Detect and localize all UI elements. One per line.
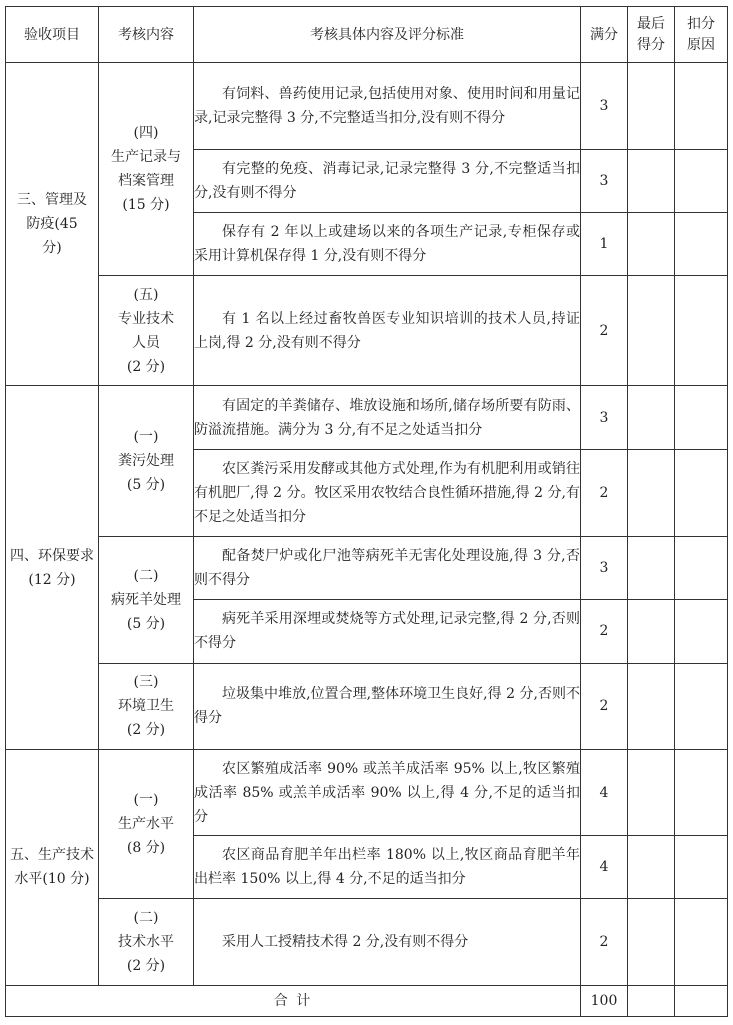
total-score: 100 bbox=[581, 985, 628, 1016]
full-score-value: 4 bbox=[581, 749, 628, 835]
full-score-value: 1 bbox=[581, 212, 628, 275]
criteria-text: 病死羊采用深埋或焚烧等方式处理,记录完整,得 2 分,否则不得分 bbox=[194, 600, 581, 663]
criteria-text: 农区粪污采用发酵或其他方式处理,作为有机肥利用或销往有机肥厂,得 2 分。牧区采用农牧结合良性循环措施,得 2 分,有不足之处适当扣分 bbox=[194, 449, 581, 536]
final-score-cell[interactable] bbox=[628, 663, 675, 749]
deduction-reason-cell[interactable] bbox=[675, 663, 728, 749]
table-header-row bbox=[6, 7, 728, 63]
category-environmental: 四、环保要求 (12 分) bbox=[6, 386, 99, 749]
deduction-reason-cell[interactable] bbox=[675, 836, 728, 899]
final-score-cell[interactable] bbox=[628, 212, 675, 275]
final-score-cell[interactable] bbox=[628, 836, 675, 899]
header-deduction-reason: 扣分 原因 bbox=[675, 7, 728, 63]
full-score-value: 3 bbox=[581, 149, 628, 212]
table-row bbox=[6, 276, 728, 386]
final-score-cell[interactable] bbox=[628, 149, 675, 212]
full-score-value: 2 bbox=[581, 663, 628, 749]
deduction-reason-cell[interactable] bbox=[675, 749, 728, 835]
total-label: 合 计 bbox=[6, 985, 581, 1016]
subgroup-environmental-hygiene: (三) 环境卫生 (2 分) bbox=[99, 663, 194, 749]
header-criteria: 考核具体内容及评分标准 bbox=[194, 7, 581, 63]
subgroup-dead-sheep-disposal: (二) 病死羊处理 (5 分) bbox=[99, 537, 194, 664]
criteria-text: 有完整的免疫、消毒记录,记录完整得 3 分,不完整适当扣分,没有则不得分 bbox=[194, 149, 581, 212]
header-final-score: 最后 得分 bbox=[628, 7, 675, 63]
full-score-value: 2 bbox=[581, 899, 628, 985]
header-full-score: 满分 bbox=[581, 7, 628, 63]
subgroup-production-records: (四) 生产记录与 档案管理 (15 分) bbox=[99, 63, 194, 276]
final-score-cell[interactable] bbox=[628, 386, 675, 449]
criteria-text: 有 1 名以上经过畜牧兽医专业知识培训的技术人员,持证上岗,得 2 分,没有则不得分 bbox=[194, 276, 581, 386]
full-score-value: 4 bbox=[581, 836, 628, 899]
final-score-cell[interactable] bbox=[628, 600, 675, 663]
subgroup-manure-treatment: (一) 粪污处理 (5 分) bbox=[99, 386, 194, 537]
total-deduction-reason-cell[interactable] bbox=[675, 985, 728, 1016]
deduction-reason-cell[interactable] bbox=[675, 600, 728, 663]
final-score-cell[interactable] bbox=[628, 749, 675, 835]
final-score-cell[interactable] bbox=[628, 537, 675, 600]
deduction-reason-cell[interactable] bbox=[675, 276, 728, 386]
full-score-value: 2 bbox=[581, 600, 628, 663]
criteria-text: 垃圾集中堆放,位置合理,整体环境卫生良好,得 2 分,否则不得分 bbox=[194, 663, 581, 749]
deduction-reason-cell[interactable] bbox=[675, 212, 728, 275]
category-production-technology: 五、生产技术 水平(10 分) bbox=[6, 749, 99, 985]
table-row bbox=[6, 63, 728, 149]
final-score-cell[interactable] bbox=[628, 899, 675, 985]
deduction-reason-cell[interactable] bbox=[675, 63, 728, 149]
deduction-reason-cell[interactable] bbox=[675, 449, 728, 536]
criteria-text: 有固定的羊粪储存、堆放设施和场所,储存场所要有防雨、防溢流措施。满分为 3 分,有不足之处适当扣分 bbox=[194, 386, 581, 449]
deduction-reason-cell[interactable] bbox=[675, 537, 728, 600]
full-score-value: 2 bbox=[581, 449, 628, 536]
criteria-text: 农区商品育肥羊年出栏率 180% 以上,牧区商品育肥羊年出栏率 150% 以上,得 4 分,不足的适当扣分 bbox=[194, 836, 581, 899]
total-final-score-cell[interactable] bbox=[628, 985, 675, 1016]
final-score-cell[interactable] bbox=[628, 449, 675, 536]
criteria-text: 农区繁殖成活率 90% 或羔羊成活率 95% 以上,牧区繁殖成活率 85% 或羔羊成活率 90% 以上,得 4 分,不足的适当扣分 bbox=[194, 749, 581, 835]
deduction-reason-cell[interactable] bbox=[675, 899, 728, 985]
table-row bbox=[6, 899, 728, 985]
final-score-cell[interactable] bbox=[628, 63, 675, 149]
criteria-text: 保存有 2 年以上或建场以来的各项生产记录,专柜保存或采用计算机保存得 1 分,没有则不得分 bbox=[194, 212, 581, 275]
subgroup-technical-level: (二) 技术水平 (2 分) bbox=[99, 899, 194, 985]
deduction-reason-cell[interactable] bbox=[675, 149, 728, 212]
criteria-text: 有饲料、兽药使用记录,包括使用对象、使用时间和用量记录,记录完整得 3 分,不完整适当扣分,没有则不得分 bbox=[194, 63, 581, 149]
full-score-value: 2 bbox=[581, 276, 628, 386]
deduction-reason-cell[interactable] bbox=[675, 386, 728, 449]
criteria-text: 配备焚尸炉或化尸池等病死羊无害化处理设施,得 3 分,否则不得分 bbox=[194, 537, 581, 600]
table-row bbox=[6, 537, 728, 600]
full-score-value: 3 bbox=[581, 63, 628, 149]
subgroup-technical-staff: (五) 专业技术 人员 (2 分) bbox=[99, 276, 194, 386]
table-row bbox=[6, 749, 728, 835]
criteria-text: 采用人工授精技术得 2 分,没有则不得分 bbox=[194, 899, 581, 985]
subgroup-production-level: (一) 生产水平 (8 分) bbox=[99, 749, 194, 899]
full-score-value: 3 bbox=[581, 386, 628, 449]
header-project: 验收项目 bbox=[6, 7, 99, 63]
table-row bbox=[6, 663, 728, 749]
header-content: 考核内容 bbox=[99, 7, 194, 63]
acceptance-scoring-table bbox=[5, 6, 728, 1017]
full-score-value: 3 bbox=[581, 537, 628, 600]
table-row bbox=[6, 386, 728, 449]
final-score-cell[interactable] bbox=[628, 276, 675, 386]
total-row bbox=[6, 985, 728, 1016]
category-management: 三、管理及 防疫(45 分) bbox=[6, 63, 99, 386]
